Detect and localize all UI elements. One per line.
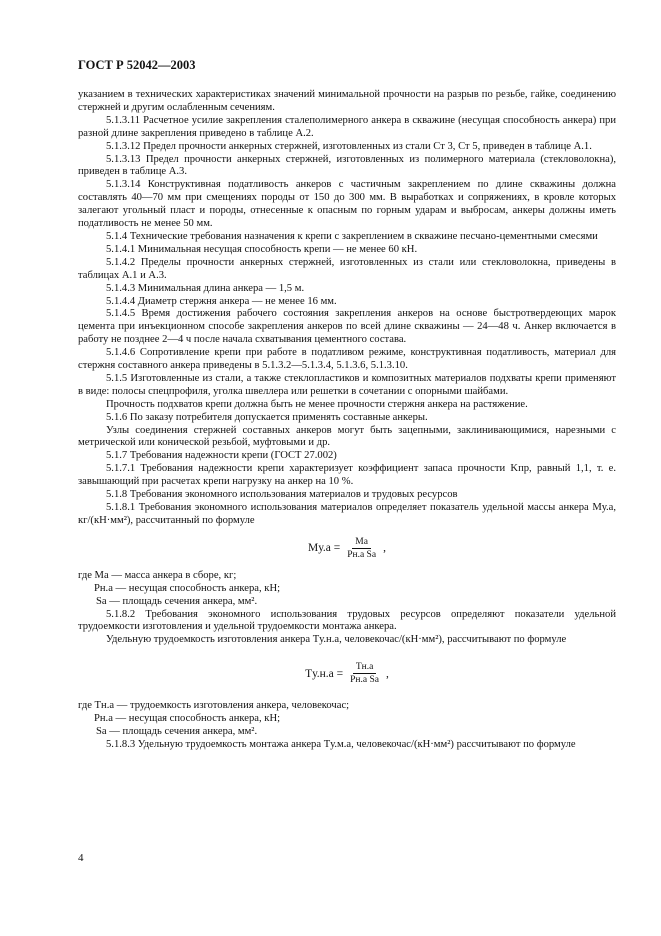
formula-specific-labor-manufacturing: [78, 661, 616, 686]
paragraph: 5.1.4 Технические требования назначения к крепи с закреплением в скважине песчано-цементными смесями: [106, 230, 598, 242]
paragraph: 5.1.4.4 Диаметр стержня анкера — не менее 16 мм.: [106, 295, 337, 307]
document-header: ГОСТ Р 52042—2003: [78, 58, 196, 72]
formula-lhs: Mу.а =: [308, 542, 341, 555]
formula-denominator: Pн.а Sа: [347, 549, 377, 560]
paragraph: 5.1.7.1 Требования надежности крепи характеризует коэффициент запаса прочности Kпр, равный 1,1, т. е. завышающий при расчетах крепи нагрузку на анкер на 10 %.: [78, 463, 616, 488]
definition-line: где Tн.а — трудоемкость изготовления анкера, человекочас;: [78, 700, 350, 712]
formula-tail: ,: [385, 667, 389, 680]
formula-fraction: [347, 661, 382, 686]
definition-line: Sа — площадь сечения анкера, мм².: [96, 726, 258, 738]
paragraph: Узлы соединения стержней составных анкеров могут быть зацепными, заклинивающимися, нарезными с метрической или конической резьбой, муфтовыми и др.: [78, 424, 616, 449]
paragraph: 5.1.8.1 Требования экономного использования материалов определяет показатель удельной массы анкера Mу.а, кг/(кН·мм²), рассчитанный по формуле: [78, 502, 616, 526]
paragraph: 5.1.6 По заказу потребителя допускается применять составные анкеры.: [106, 411, 428, 423]
text-block-1: [78, 89, 616, 528]
definition-line: Sа — площадь сечения анкера, мм².: [96, 595, 258, 607]
paragraph: 5.1.4.1 Минимальная несущая способность крепи — не менее 60 кН.: [106, 243, 418, 255]
formula-specific-mass: [78, 536, 616, 561]
page-number: 4: [78, 852, 84, 864]
paragraph: 5.1.8.3 Удельную трудоемкость монтажа анкера Tу.м.а, человекочас/(кН·мм²) рассчитывают по формуле: [106, 738, 576, 750]
paragraph: 5.1.3.13 Предел прочности анкерных стержней, изготовленных из полимерного материала (стекловолокна), приведен в таблице А.3.: [78, 153, 616, 178]
paragraph: 5.1.4.6 Сопротивление крепи при работе в податливом режиме, конструктивная податливость, материал для стержня составного анкера приведены в 5.1.3.2—5.1.3.4, 5.1.3.6, 5.1.3.10.: [78, 347, 616, 372]
formula-numerator: Mа: [352, 536, 371, 549]
paragraph: 5.1.5 Изготовленные из стали, а также стеклопластиков и композитных материалов подхваты крепи применяют в виде: полосы спецпрофиля, уголка швеллера или решетки в сочетании с опорными шайбами.: [78, 372, 616, 397]
formula-fraction: [344, 536, 379, 561]
paragraph: 5.1.8 Требования экономного использования материалов и трудовых ресурсов: [106, 489, 458, 501]
formula-definitions-1: [78, 570, 616, 609]
formula-tail: ,: [383, 542, 386, 555]
paragraph: 5.1.3.11 Расчетное усилие закрепления сталеполимерного анкера в скважине (несущая способность анкера) при разной длине закрепления приведено в таблице А.2.: [78, 114, 616, 139]
formula-lhs: Tу.н.а =: [305, 667, 344, 680]
paragraph: 5.1.8.2 Требования экономного использования трудовых ресурсов определяют показатели удельной трудоемкости изготовления и удельной трудоемкости монтажа анкера.: [78, 608, 616, 633]
formula-numerator: Tн.а: [353, 661, 376, 674]
formula-definitions-2: [78, 700, 616, 739]
formula-denominator: Pн.а Sа: [350, 675, 379, 686]
definition-line: Pн.а — несущая способность анкера, кН;: [94, 713, 281, 725]
paragraph: 5.1.7 Требования надежности крепи (ГОСТ 27.002): [106, 450, 337, 462]
paragraph: 5.1.3.14 Конструктивная податливость анкеров с частичным закреплением по длине скважины должна составлять 40—70 мм при смещениях породы от 150 до 300 мм. В выработках и сопряжениях, в кровле которых залегают угольный пласт и породы, отнесенные к опасным по горным ударам и выбросам, анкеры должны иметь податливость не менее 50 мм.: [78, 179, 616, 230]
definition-line: где Mа — масса анкера в сборе, кг;: [78, 569, 237, 581]
paragraph: указанием в технических характеристиках значений минимальной прочности на разрыв по резьбе, гайке, соединению стержней и другим ослабленным сечениям.: [78, 89, 616, 113]
paragraph: 5.1.4.5 Время достижения рабочего состояния закрепления анкеров на основе быстротвердеющих марок цемента при инъекционном способе закрепления анкеров по всей длине скважины — 24—48 ч. Анкер включается в работу не позднее 2—4 ч после начала схватывания цементного состава.: [78, 308, 616, 346]
paragraph: Удельную трудоемкость изготовления анкера Tу.н.а, человекочас/(кН·мм²), рассчитывают по формуле: [106, 634, 567, 646]
document-page: [78, 58, 616, 752]
definition-line: Pн.а — несущая способность анкера, кН;: [94, 582, 281, 594]
paragraph: 5.1.4.3 Минимальная длина анкера — 1,5 м.: [106, 282, 305, 294]
paragraph: Прочность подхватов крепи должна быть не менее прочности стержня анкера на растяжение.: [106, 398, 528, 410]
paragraph: 5.1.4.2 Пределы прочности анкерных стержней, изготовленных из стали или стекловолокна, приведены в таблицах А.1 и А.3.: [78, 256, 616, 281]
text-block-2: [78, 609, 616, 648]
text-block-3: [78, 739, 616, 752]
paragraph: 5.1.3.12 Предел прочности анкерных стержней, изготовленных из стали Ст 3, Ст 5, приведен в таблице А.1.: [106, 140, 592, 152]
